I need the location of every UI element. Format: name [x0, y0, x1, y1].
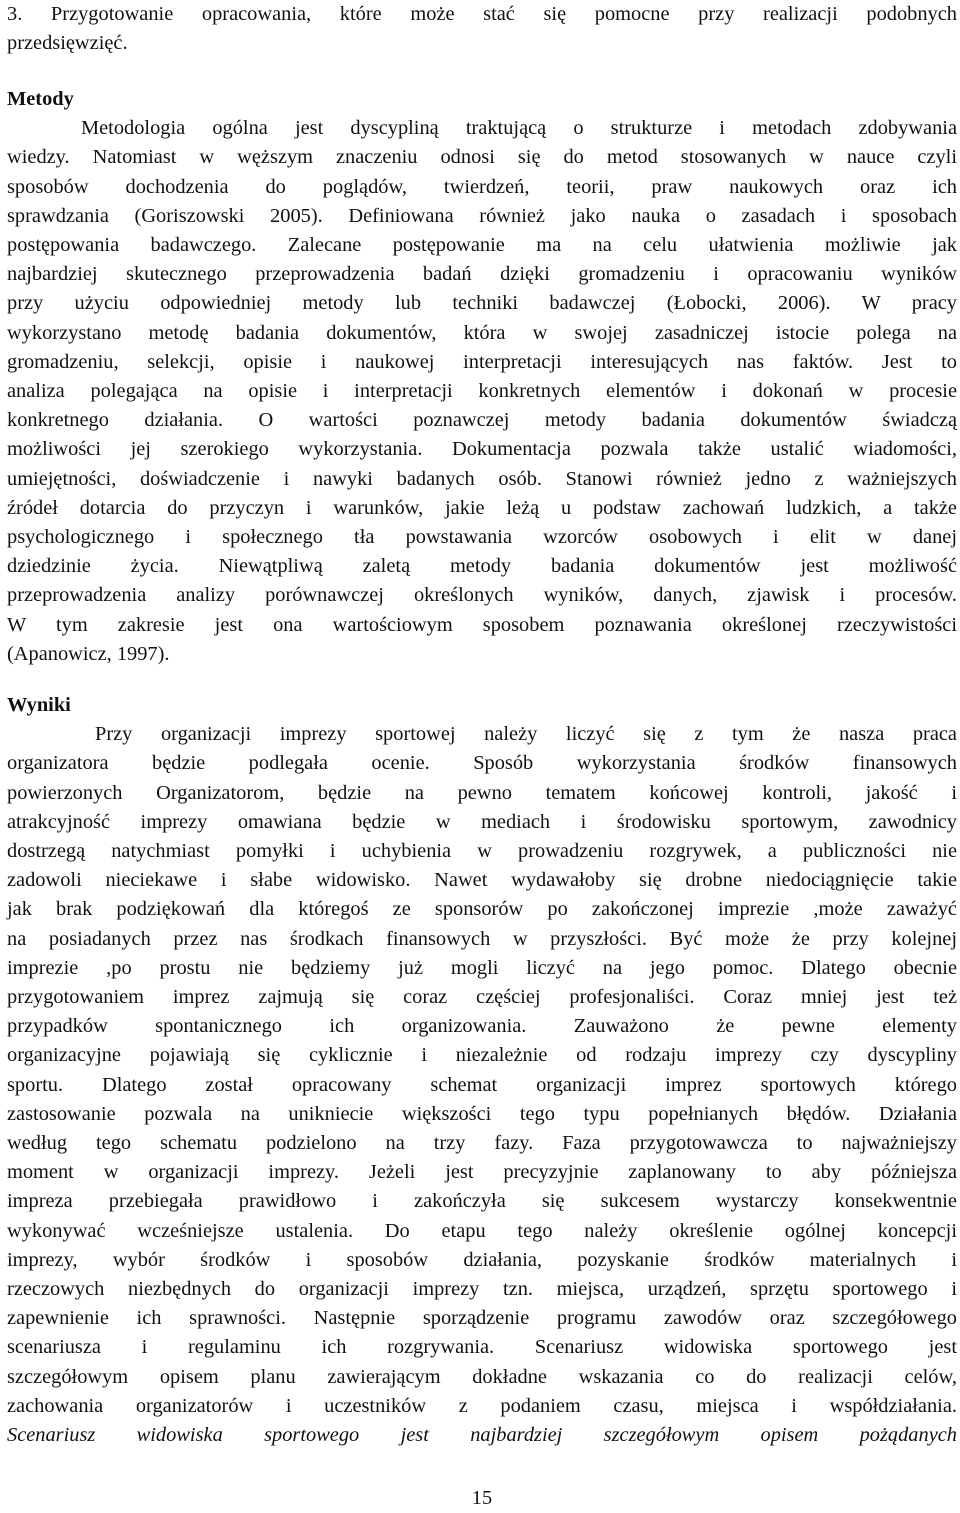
section-wyniki — [7, 691, 957, 1450]
paragraph-line: zadowoli nieciekawe i słabe widowisko. Nawet wydawałoby się drobne niedociągnięcie takie — [7, 869, 957, 892]
paragraph-line: zapewnienie ich sprawności. Następnie sporządzenie programu zawodów oraz szczegółowego — [7, 1307, 957, 1330]
paragraph-line: gromadzeniu, selekcji, opisie i naukowej interpretacji interesujących nas faktów. Jest to — [7, 350, 957, 373]
paragraph-line: Metodologia ogólna jest dyscypliną traktującą o strukturze i metodach zdobywania — [81, 117, 957, 140]
paragraph-line: wykorzystano metodę badania dokumentów, która w swojej zasadniczej istocie polega na — [7, 321, 957, 344]
paragraph-line: jak brak podziękowań dla któregoś ze sponsorów po zakończonej imprezie ,może zaważyć — [7, 898, 957, 921]
paragraph-line: imprezie ,po prostu nie będziemy już mogli liczyć na jego pomoc. Dlatego obecnie — [7, 956, 957, 979]
paragraph-line: na posiadanych przez nas środkach finansowych w przyszłości. Być może że przy kolejnej — [7, 927, 957, 950]
paragraph-line: sprawdzania (Goriszowski 2005). Definiowana również jako nauka o zasadach i sposobach — [7, 204, 957, 227]
paragraph-line: przygotowaniem imprez zajmują się coraz częściej profesjonaliści. Coraz mniej jest też — [7, 986, 957, 1009]
paragraph-line: psychologicznego i społecznego tła powstawania wzorców osobowych i elit w danej — [7, 526, 957, 549]
section-metody — [7, 85, 957, 669]
paragraph-line: powierzonych Organizatorom, będzie na pewno tematem końcowej kontroli, jakość i — [7, 781, 957, 804]
paragraph-line: według tego schematu podzielono na trzy fazy. Faza przygotowawcza to najważniejszy — [7, 1132, 957, 1155]
paragraph-line: organizatora będzie podlegała ocenie. Sposób wykorzystania środków finansowych — [7, 752, 957, 775]
paragraph-line: scenariusza i regulaminu ich rozgrywania. Scenariusz widowiska sportowego jest — [7, 1336, 957, 1359]
paragraph-line: imprezy, wybór środków i sposobów działania, pozyskanie środków materialnych i — [7, 1248, 957, 1271]
paragraph-line: konkretnego działania. O wartości poznawczej metody badania dokumentów świadczą — [7, 409, 957, 432]
paragraph-line: Przy organizacji imprezy sportowej należy liczyć się z tym że nasza praca — [95, 723, 957, 746]
paragraph-line: szczegółowym opisem planu zawierającym dokładne wskazania co do realizacji celów, — [7, 1365, 957, 1388]
paragraph-line: postępowania badawczego. Zalecane postępowanie ma na celu ułatwienia możliwie jak — [7, 234, 957, 257]
paragraph-line: najbardziej skutecznego przeprowadzenia badań dzięki gromadzeniu i opracowaniu wyników — [7, 263, 957, 286]
paragraph-line: możliwości jej szerokiego wykorzystania. Dokumentacja pozwala także ustalić wiadomości, — [7, 438, 957, 461]
list-item-line: przedsięwzięć. — [7, 32, 128, 55]
paragraph-line: moment w organizacji imprezy. Jeżeli jest precyzyjnie zaplanowany to aby późniejsza — [7, 1161, 957, 1184]
paragraph-line: wykonywać wcześniejsze ustalenia. Do etapu tego należy określenie ogólnej koncepcji — [7, 1219, 957, 1242]
paragraph-line: dziedzinie życia. Niewątpliwą zaletą metody badania dokumentów jest możliwość — [7, 555, 957, 578]
list-item-3 — [7, 0, 957, 58]
section-heading-wyniki: Wyniki — [7, 694, 71, 716]
paragraph-line: sposobów dochodzenia do poglądów, twierdzeń, teorii, praw naukowych oraz ich — [7, 175, 957, 198]
paragraph-line: zastosowanie pozwala na unikniecie większości tego typu popełnianych błędów. Działania — [7, 1102, 957, 1125]
paragraph-line: umiejętności, doświadczenie i nawyki badanych osób. Stanowi również jedno z ważniejszych — [7, 467, 957, 490]
paragraph-line: impreza przebiegała prawidłowo i zakończyła się sukcesem wystarczy konsekwentnie — [7, 1190, 957, 1213]
paragraph-line: (Apanowicz, 1997). — [7, 642, 170, 665]
section-heading-metody: Metody — [7, 88, 74, 110]
paragraph-line: zachowania organizatorów i uczestników z podaniem czasu, miejsca i współdziałania. — [7, 1394, 957, 1417]
paragraph-line: wiedzy. Natomiast w węższym znaczeniu odnosi się do metod stosowanych w nauce czyli — [7, 146, 957, 169]
paragraph-line: źródeł dotarcia do przyczyn i warunków, jakie leżą u podstaw zachowań ludzkich, a także — [7, 496, 957, 519]
paragraph-line: przeprowadzenia analizy porównawczej określonych wyników, danych, zjawisk i procesów. — [7, 584, 957, 607]
paragraph-line: dostrzegą natychmiast pomyłki i uchybienia w prowadzeniu rozgrywek, a publiczności nie — [7, 840, 957, 863]
paragraph-line: atrakcyjność imprezy omawiana będzie w mediach i środowisku sportowym, zawodnicy — [7, 810, 957, 833]
paragraph-line: rzeczowych niezbędnych do organizacji imprezy tzn. miejsca, urządzeń, sprzętu sportowego i — [7, 1278, 957, 1301]
paragraph-line: przypadków spontanicznego ich organizowania. Zauważono że pewne elementy — [7, 1015, 957, 1038]
paragraph-line: W tym zakresie jest ona wartościowym sposobem poznawania określonej rzeczywistości — [7, 613, 957, 636]
paragraph-line-italic: Scenariusz widowiska sportowego jest najbardziej szczegółowym opisem pożądanych — [7, 1424, 957, 1447]
paragraph-line: sportu. Dlatego został opracowany schemat organizacji imprez sportowych którego — [7, 1073, 957, 1096]
paragraph-line: analiza polegająca na opisie i interpretacji konkretnych elementów i dokonań w procesie — [7, 380, 957, 403]
list-item-line: 3. Przygotowanie opracowania, które może stać się pomocne przy realizacji podobnych — [7, 3, 957, 25]
paragraph-line: organizacyjne pojawiają się cyklicznie i niezależnie od rodzaju imprezy czy dyscypliny — [7, 1044, 957, 1067]
page-number: 15 — [471, 1487, 493, 1509]
paragraph-line: przy użyciu odpowiedniej metody lub techniki badawczej (Łobocki, 2006). W pracy — [7, 292, 957, 315]
